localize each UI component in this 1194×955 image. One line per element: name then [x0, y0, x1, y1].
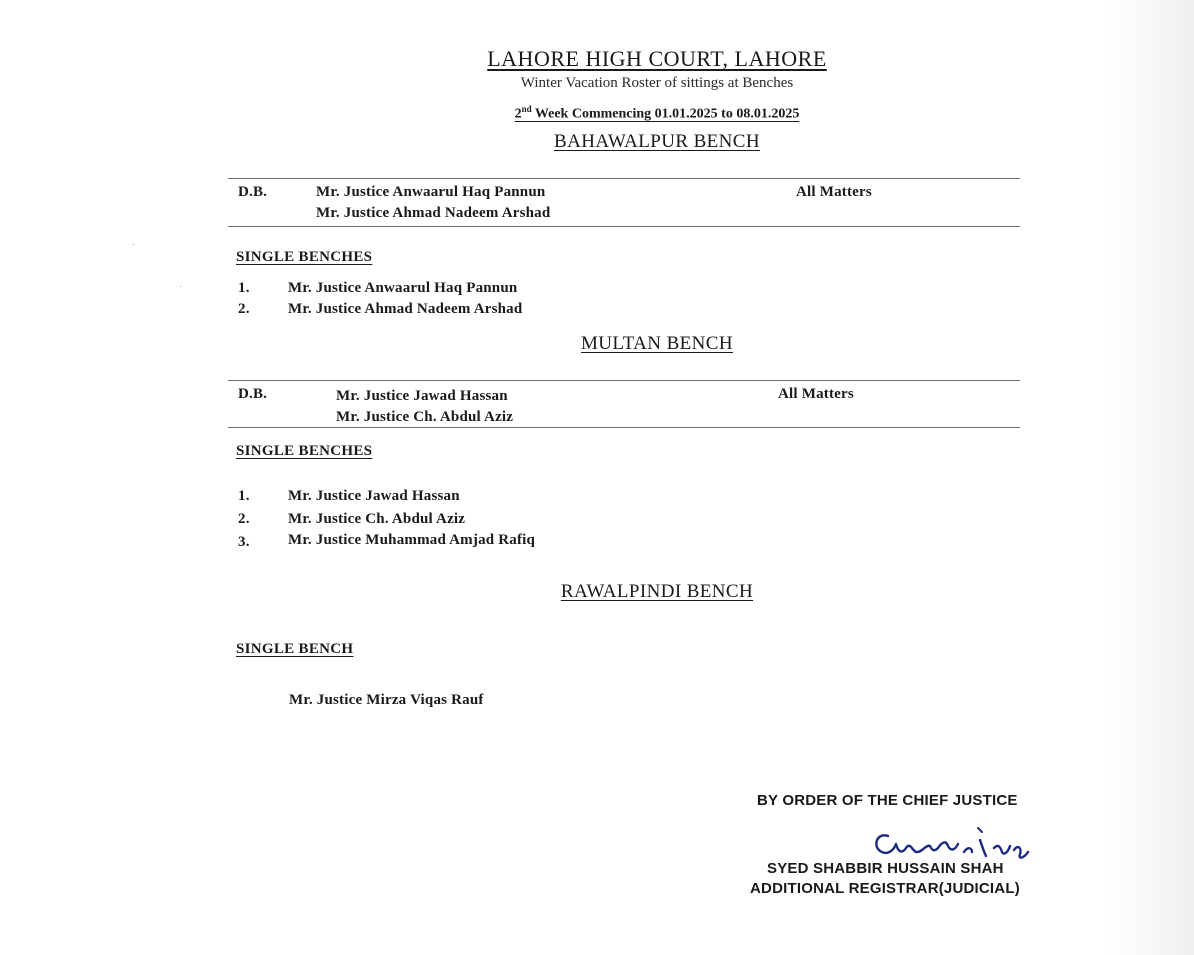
multan-single-heading: SINGLE BENCHES: [236, 443, 373, 459]
court-title: LAHORE HIGH COURT, LAHORE: [487, 46, 827, 71]
week-text: Week Commencing 01.01.2025 to 08.01.2025: [534, 106, 800, 122]
week-line: [0, 104, 1194, 123]
roster-subtitle: Winter Vacation Roster of sittings at Benches: [520, 75, 794, 91]
multan-bench-title: MULTAN BENCH: [581, 333, 733, 354]
week-ordinal-suffix: nd: [521, 104, 532, 114]
bahawalpur-single-judge-1: Mr. Justice Anwaarul Haq Pannun: [288, 280, 518, 296]
bahawalpur-db-label: D.B.: [238, 184, 268, 200]
signatory-designation: ADDITIONAL REGISTRAR(JUDICIAL): [750, 880, 1020, 897]
bahawalpur-db-bottom-rule: [228, 226, 1020, 227]
multan-db-label: D.B.: [238, 386, 268, 402]
bahawalpur-single-judge-2: Mr. Justice Ahmad Nadeem Arshad: [288, 301, 523, 317]
multan-db-top-rule: [228, 380, 1020, 381]
multan-db-judge-2: Mr. Justice Ch. Abdul Aziz: [336, 409, 514, 425]
order-line: BY ORDER OF THE CHIEF JUSTICE: [757, 792, 1018, 809]
bahawalpur-db-top-rule: [228, 178, 1020, 179]
rawalpindi-single-heading: SINGLE BENCH: [236, 641, 354, 657]
rawalpindi-single-judge: Mr. Justice Mirza Viqas Rauf: [289, 692, 484, 708]
rawalpindi-bench-title: RAWALPINDI BENCH: [560, 581, 754, 602]
multan-single-num-2: 2.: [238, 511, 250, 527]
bahawalpur-bench-title: BAHAWALPUR BENCH: [554, 131, 760, 152]
scan-speck: [133, 244, 134, 245]
bahawalpur-single-heading: SINGLE BENCHES: [236, 249, 373, 265]
multan-single-judge-3: Mr. Justice Muhammad Amjad Rafiq: [288, 532, 536, 548]
bahawalpur-db-matters: All Matters: [796, 184, 872, 200]
multan-db-matters: All Matters: [778, 386, 854, 402]
bahawalpur-db-judge-1: Mr. Justice Anwaarul Haq Pannun: [316, 184, 546, 200]
multan-single-judge-2: Mr. Justice Ch. Abdul Aziz: [288, 511, 466, 527]
multan-db-judge-1: Mr. Justice Jawad Hassan: [336, 388, 508, 404]
bahawalpur-single-num-2: 2.: [238, 301, 250, 317]
bahawalpur-db-judge-2: Mr. Justice Ahmad Nadeem Arshad: [316, 205, 551, 221]
multan-db-bottom-rule: [228, 427, 1020, 428]
signatory-name: SYED SHABBIR HUSSAIN SHAH: [767, 860, 1004, 877]
week-ordinal: 2: [514, 106, 522, 122]
multan-single-num-1: 1.: [238, 488, 250, 504]
multan-single-num-3: 3.: [238, 534, 250, 550]
scan-speck: [180, 286, 181, 287]
multan-single-judge-1: Mr. Justice Jawad Hassan: [288, 488, 460, 504]
bahawalpur-single-num-1: 1.: [238, 280, 250, 296]
